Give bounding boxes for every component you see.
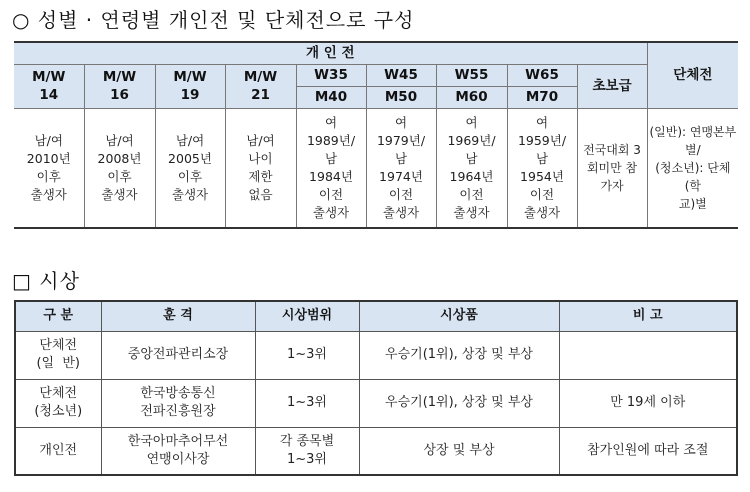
award-range: 각 종목별 1~3위 [255,427,359,475]
category-desc: 남/여 2005년 이후 출생자 [155,108,225,228]
awards-header-prize: 시상품 [359,301,559,331]
category-header-bottom: M70 [507,86,577,108]
section-title-structure: ○ 성별 · 연령별 개인전 및 단체전으로 구성 [12,8,415,32]
category-header-top: W65 [507,64,577,86]
category-desc: 남/여 2008년 이후 출생자 [84,108,155,228]
category-desc: 여 1989년/ 남 1984년 이전 출생자 [296,108,366,228]
category-desc: 여 1959년/ 남 1954년 이전 출생자 [507,108,577,228]
award-category: 개인전 [15,427,101,475]
category-header: M/W 21 [225,64,296,108]
awards-header-range: 시상범위 [255,301,359,331]
award-prize: 상장 및 부상 [359,427,559,475]
category-header-bottom: M50 [366,86,436,108]
table-row [15,427,737,475]
award-grade: 한국아마추어무선 연맹이사장 [101,427,255,475]
award-grade: 한국방송통신 전파진흥원장 [101,379,255,427]
award-prize: 우승기(1위), 상장 및 부상 [359,379,559,427]
category-desc: 남/여 2010년 이후 출생자 [14,108,84,228]
category-header: M/W 19 [155,64,225,108]
award-category: 단체전 (청소년) [15,379,101,427]
award-note: 참가인원에 따라 조절 [559,427,737,475]
awards-table [14,300,738,476]
category-header-bottom: M40 [296,86,366,108]
category-header-top: W35 [296,64,366,86]
award-range: 1~3위 [255,379,359,427]
table-row [15,331,737,379]
beginner-header: 초보급 [577,64,647,108]
team-header: 단체전 [647,42,738,108]
category-header-bottom: M60 [436,86,507,108]
team-desc: (일반): 연맹본부 별/ (청소년): 단체(학 교)별 [647,108,738,228]
award-range: 1~3위 [255,331,359,379]
category-header: M/W 14 [14,64,84,108]
awards-header-category: 구 분 [15,301,101,331]
section-title-awards: □ 시상 [12,269,80,293]
beginner-desc: 전국대회 3 회미만 참 가자 [577,108,647,228]
category-header: M/W 16 [84,64,155,108]
award-note: 만 19세 이하 [559,379,737,427]
table-row [15,379,737,427]
award-note [559,331,737,379]
category-desc: 여 1969년/ 남 1964년 이전 출생자 [436,108,507,228]
award-category: 단체전 (일 반) [15,331,101,379]
category-desc: 여 1979년/ 남 1974년 이전 출생자 [366,108,436,228]
award-prize: 우승기(1위), 상장 및 부상 [359,331,559,379]
category-desc: 남/여 나이 제한 없음 [225,108,296,228]
awards-header-grade: 훈 격 [101,301,255,331]
award-grade: 중앙전파관리소장 [101,331,255,379]
awards-header-note: 비 고 [559,301,737,331]
category-header-top: W55 [436,64,507,86]
competition-structure-table [14,41,738,229]
individual-header: 개 인 전 [14,42,647,64]
category-header-top: W45 [366,64,436,86]
